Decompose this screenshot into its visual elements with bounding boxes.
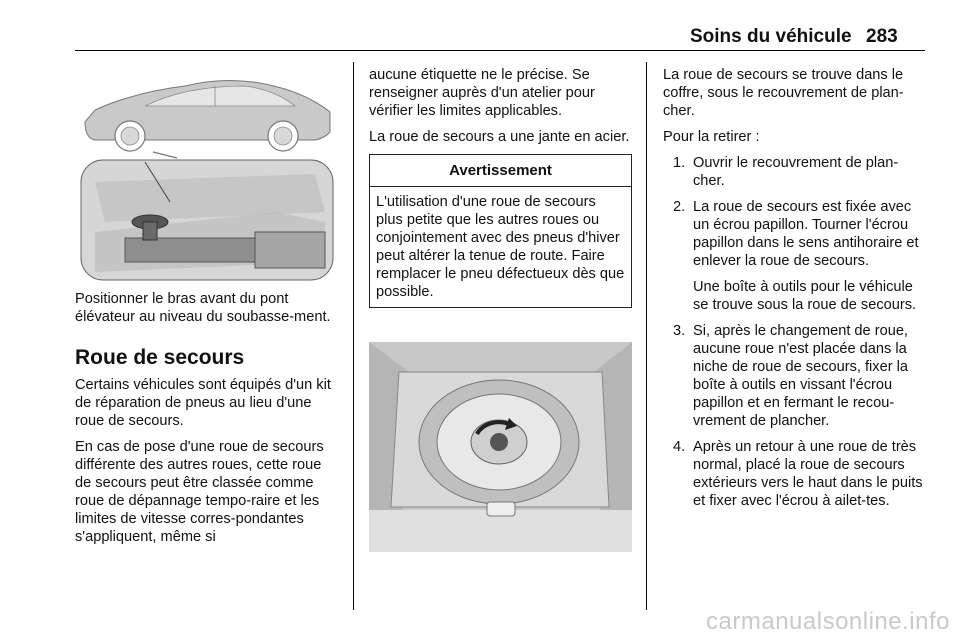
step-text: Si, après le changement de roue, aucune roue n'est placée dans la niche de roue de secours, fixer la boîte à outils en vissant l'écrou papillon et en fermant le recou-vrement de plancher. (693, 323, 908, 429)
list-item (663, 154, 928, 190)
spare-wheel-illustration (369, 342, 632, 552)
warning-box (369, 154, 632, 308)
step-text: Après un retour à une roue de très normal, placé la roue de secours extérieurs vers le haut dans le puits et fixer avec l'écrou à ailet-tes. (693, 439, 923, 509)
column-1 (75, 290, 340, 554)
warning-title: Avertissement (370, 155, 631, 187)
warning-text: L'utilisation d'une roue de secours plus petite que les autres roues ou conjointement avec des pneus d'hiver peut altérer la tenue de route. Faire remplacer le pneu défectueux dès que possible. (376, 194, 625, 300)
steps-list (663, 154, 928, 510)
column-divider (646, 62, 647, 610)
step-note: Une boîte à outils pour le véhicule se trouve sous la roue de secours. (693, 279, 917, 313)
watermark: carmanualsonline.info (706, 608, 950, 635)
paragraph: La roue de secours se trouve dans le coffre, sous le recouvrement de plan-cher. (663, 67, 904, 119)
car-lift-illustration (75, 62, 340, 282)
step-number: 2. (673, 199, 686, 215)
paragraph: En cas de pose d'une roue de secours différente des autres roues, cette roue de secours peut être classée comme roue de dépannage tempo-raire et les limites de vitesse corres-pondantes s'appliquent, même si (75, 439, 324, 545)
step-text: Ouvrir le recouvrement de plan-cher. (693, 155, 899, 189)
paragraph: aucune étiquette ne le précise. Se renseigner auprès d'un atelier pour vérifier les limites applicables. (369, 67, 595, 119)
column-3 (663, 66, 928, 518)
step-number: 3. (673, 323, 686, 339)
paragraph: Certains véhicules sont équipés d'un kit de réparation de pneus au lieu d'une roue de secours. (75, 377, 331, 429)
page-header-title: Soins du véhicule (690, 26, 852, 47)
paragraph: Pour la retirer : (663, 129, 760, 145)
paragraph: La roue de secours a une jante en acier. (369, 129, 630, 145)
list-item (663, 322, 928, 430)
page-number: 283 (866, 26, 898, 47)
step-text: La roue de secours est fixée avec un écrou papillon. Tourner l'écrou papillon dans le sens antihoraire et enlever la roue de secours. (693, 199, 919, 269)
step-number: 1. (673, 155, 686, 171)
illustration-caption: Positionner le bras avant du pont élévateur au niveau du soubasse-ment. (75, 291, 331, 325)
section-title: Roue de secours (75, 346, 245, 369)
car-lift-drawing (75, 62, 340, 282)
spare-wheel-drawing (369, 342, 632, 552)
step-number: 4. (673, 439, 686, 455)
column-2 (369, 66, 632, 308)
list-item (663, 198, 928, 314)
column-divider (353, 62, 354, 610)
header-rule (75, 50, 925, 51)
list-item (663, 438, 928, 510)
